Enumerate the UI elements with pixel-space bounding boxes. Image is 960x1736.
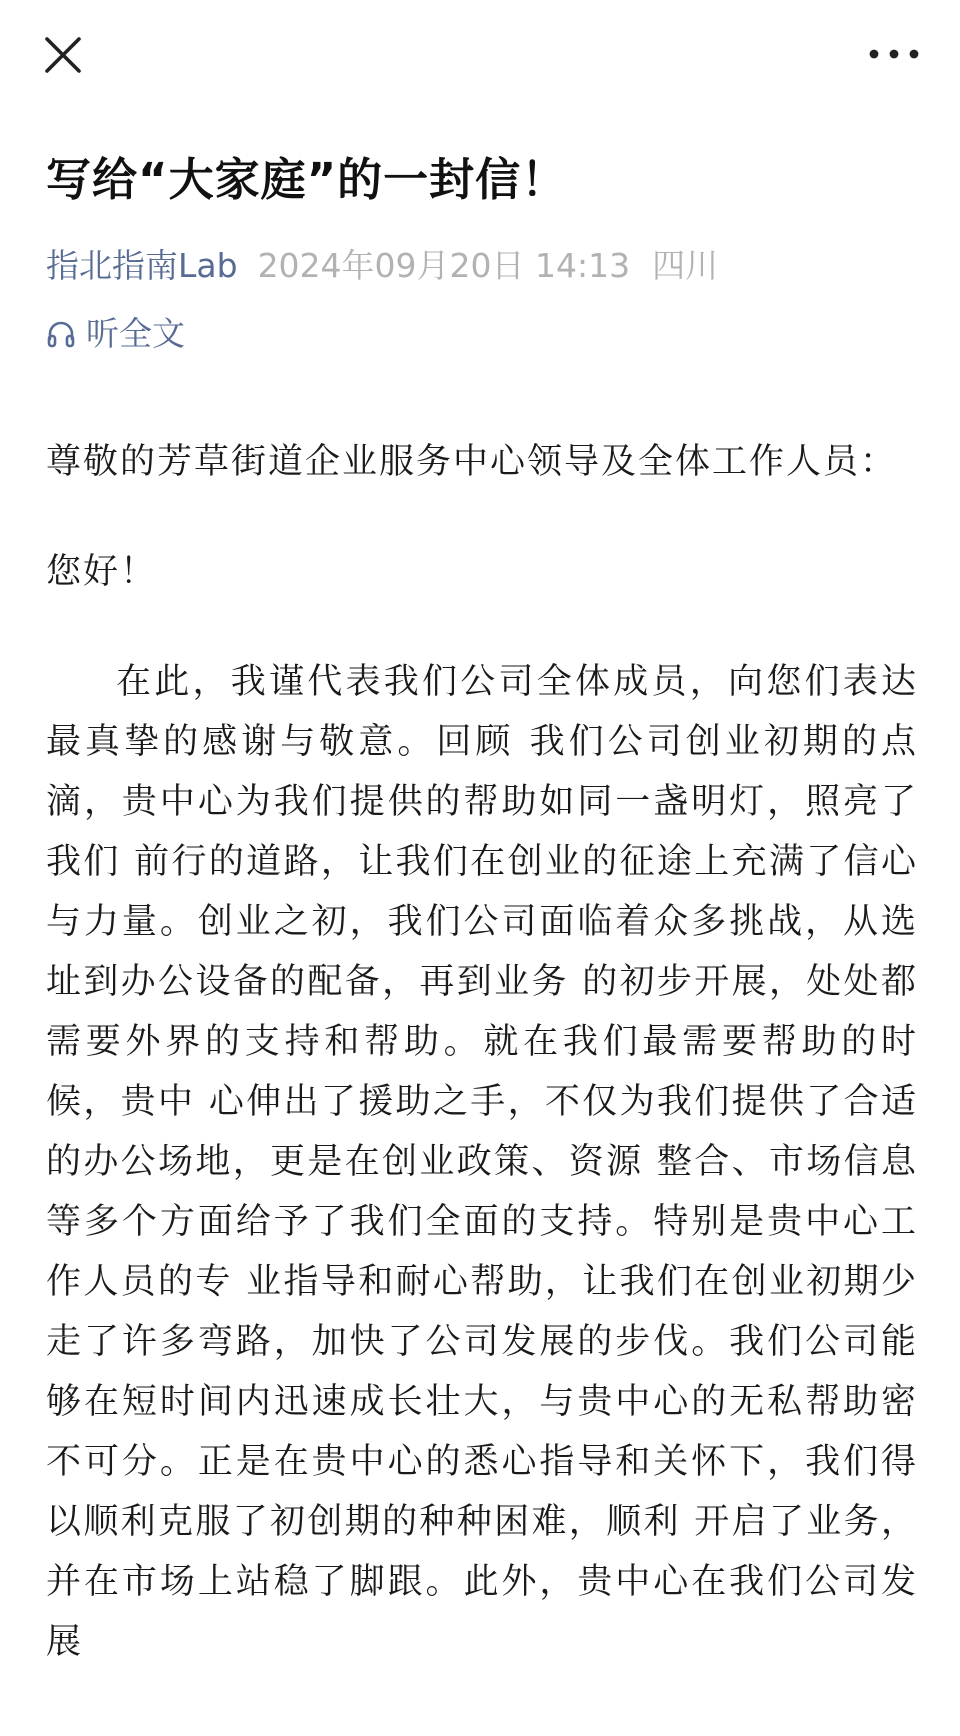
listen-full-text-button[interactable]	[46, 312, 185, 356]
more-options-button[interactable]	[864, 36, 924, 72]
top-bar	[0, 0, 960, 110]
listen-label: 听全文	[86, 314, 185, 353]
close-button[interactable]	[36, 28, 90, 82]
headphones-icon	[46, 319, 76, 349]
close-icon	[36, 28, 90, 82]
account-name-link[interactable]: 指北指南Lab	[46, 246, 238, 285]
publish-location: 四川	[652, 246, 719, 285]
more-icon	[864, 36, 924, 72]
article-meta	[46, 244, 718, 288]
article-title: 写给“大家庭”的一封信！	[46, 153, 568, 206]
article-content	[46, 432, 918, 1672]
greeting: 您好！	[46, 552, 158, 592]
salutation: 尊敬的芳草街道企业服务中心领导及全体工作人员：	[46, 442, 898, 482]
body-paragraph: 在此，我谨代表我们公司全体成员，向您们表达最真挚的感谢与敬意。回顾 我们公司创业初期的点滴，贵中心为我们提供的帮助如同一盏明灯，照亮了我们 前行的道路，让我们在创业的征途上充满了信心与力量。创业之初，我们公司面临着众多挑战，从选址到办公设备的配备，再到业务 的初步开展，处处都需要外界的支持和帮助。就在我们最需要帮助的时候，贵中 心伸出了援助之手，不仅为我们提供了合适的办公场地，更是在创业政策、资源 整合、市场信息等多个方面给予了我们全面的支持。特别是贵中心工作人员的专 业指导和耐心帮助，让我们在创业初期少走了许多弯路，加快了公司发展的步伐。我们公司能够在短时间内迅速成长壮大，与贵中心的无私帮助密不可分。正是在贵中心的悉心指导和关怀下，我们得以顺利克服了初创期的种种困难，顺利 开启了业务，并在市场上站稳了脚跟。此外，贵中心在我们公司发展	[46, 662, 918, 1662]
publish-datetime: 2024年09月20日 14:13	[257, 246, 631, 285]
